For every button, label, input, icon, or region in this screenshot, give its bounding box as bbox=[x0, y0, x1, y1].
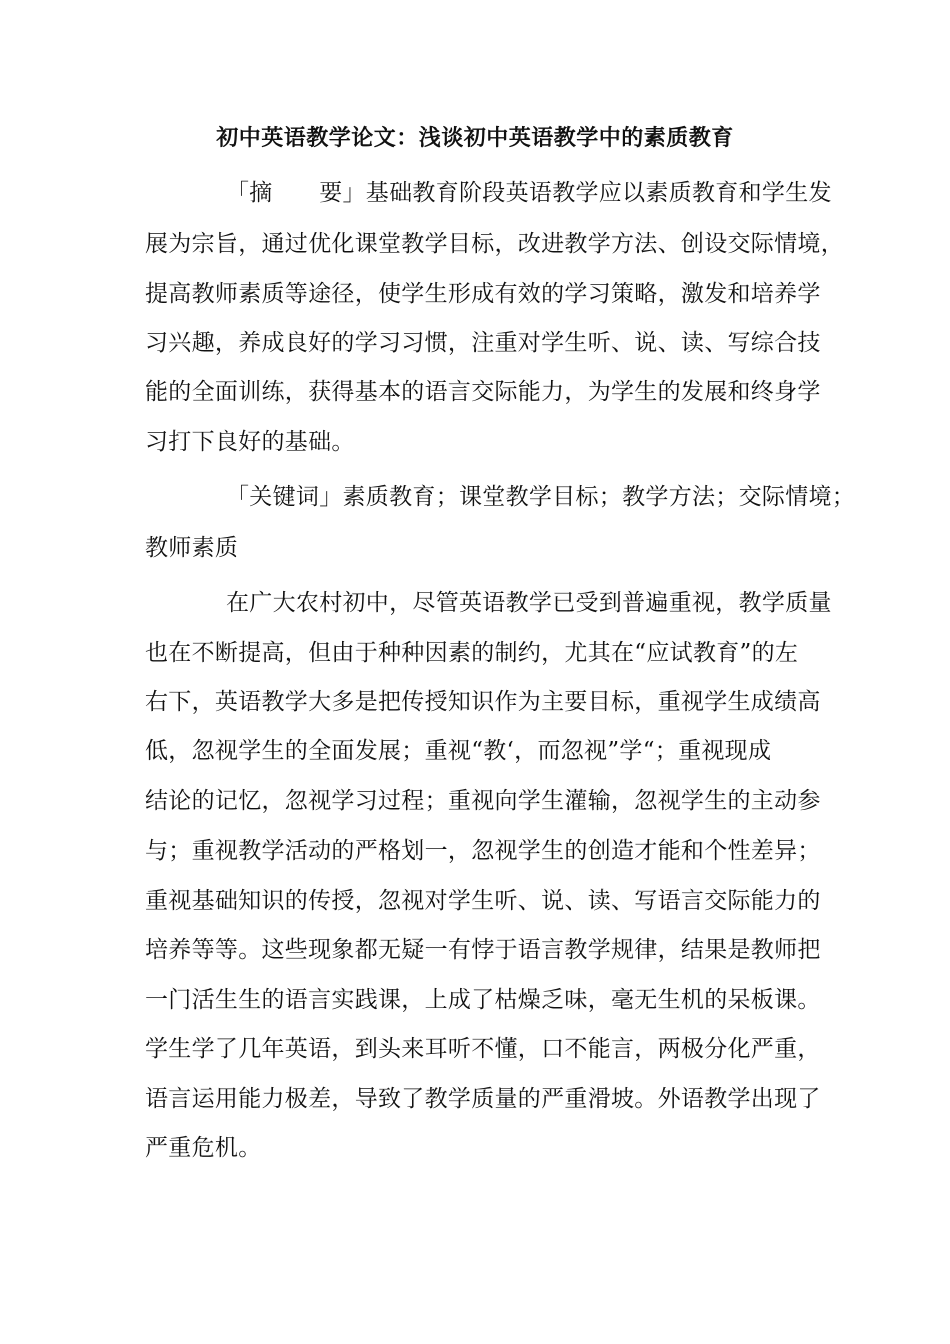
body-line: 学生学了几年英语，到头来耳听不懂，口不能言，两极分化严重， bbox=[145, 1036, 821, 1062]
keywords-line: 「关键词」素质教育；课堂教学目标；教学方法；交际情境； bbox=[226, 484, 856, 510]
body-line: 也在不断提高，但由于种种因素的制约，尤其在“应试教育”的左 bbox=[145, 640, 799, 666]
abstract-line: 展为宗旨，通过优化课堂教学目标，改进教学方法、创设交际情境， bbox=[145, 231, 844, 257]
abstract-line: 习兴趣，养成良好的学习习惯，注重对学生听、说、读、写综合技 bbox=[145, 330, 821, 356]
keywords-line: 教师素质 bbox=[145, 535, 239, 561]
body-line: 结论的记忆，忽视学习过程；重视向学生灌输，忽视学生的主动参 bbox=[145, 788, 821, 814]
abstract-line: 能的全面训练，获得基本的语言交际能力，为学生的发展和终身学 bbox=[145, 379, 821, 405]
body-line: 培养等等。这些现象都无疑一有悖于语言教学规律，结果是教师把 bbox=[145, 937, 821, 963]
body-line: 在广大农村初中，尽管英语教学已受到普遍重视，教学质量 bbox=[226, 590, 832, 616]
body-line: 低，忽视学生的全面发展；重视“教‘，而忽视”学“；重视现成 bbox=[145, 738, 772, 764]
body-line: 语言运用能力极差，导致了教学质量的严重滑坡。外语教学出现了 bbox=[145, 1086, 821, 1112]
body-line: 与；重视教学活动的严格划一，忽视学生的创造才能和个性差异； bbox=[145, 838, 821, 864]
body-line: 右下，英语教学大多是把传授知识作为主要目标，重视学生成绩高 bbox=[145, 689, 821, 715]
abstract-line: 「摘 要」基础教育阶段英语教学应以素质教育和学生发 bbox=[226, 180, 832, 206]
body-line: 重视基础知识的传授，忽视对学生听、说、读、写语言交际能力的 bbox=[145, 888, 821, 914]
document-title: 初中英语教学论文：浅谈初中英语教学中的素质教育 bbox=[216, 125, 734, 151]
body-line: 一门活生生的语言实践课，上成了枯燥乏味，毫无生机的呆板课。 bbox=[145, 987, 821, 1013]
abstract-line: 习打下良好的基础。 bbox=[145, 429, 355, 455]
body-line: 严重危机。 bbox=[145, 1135, 262, 1161]
abstract-line: 提高教师素质等途径，使学生形成有效的学习策略，激发和培养学 bbox=[145, 281, 821, 307]
